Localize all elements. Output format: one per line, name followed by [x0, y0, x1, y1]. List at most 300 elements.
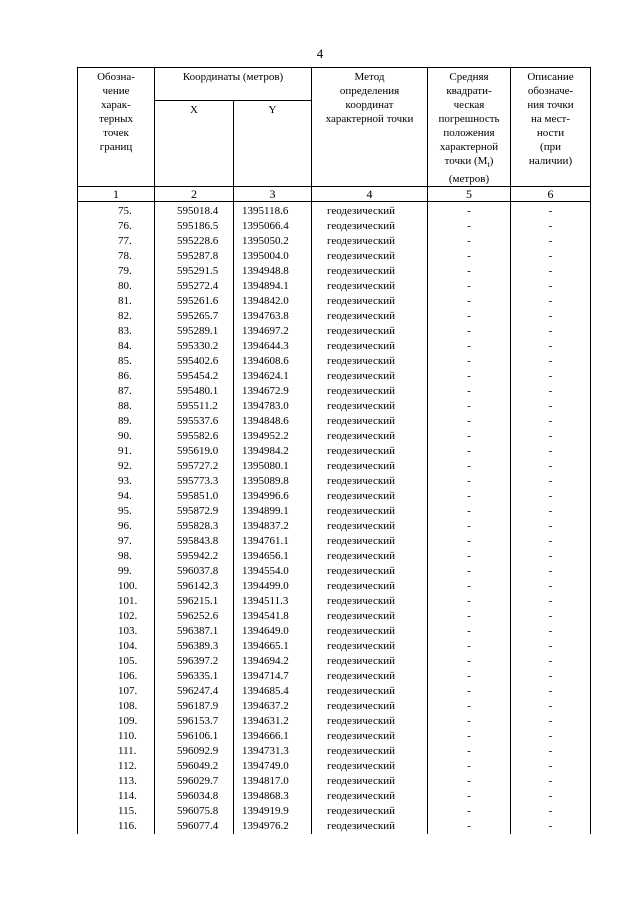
coord-x: 595619.0 — [155, 444, 234, 459]
description: - — [511, 774, 591, 789]
table-row — [78, 202, 591, 220]
description: - — [511, 354, 591, 369]
point-number: 93. — [78, 474, 155, 489]
mean-error: - — [428, 354, 511, 369]
description: - — [511, 309, 591, 324]
header-col4-line: координат — [345, 99, 394, 111]
mean-error: - — [428, 474, 511, 489]
point-number: 88. — [78, 399, 155, 414]
header-col1-line: харак- — [101, 99, 131, 111]
table-row — [78, 504, 591, 519]
point-number: 90. — [78, 429, 155, 444]
method: геодезический — [312, 354, 428, 369]
point-number: 75. — [78, 202, 155, 220]
mean-error: - — [428, 774, 511, 789]
mean-error: - — [428, 669, 511, 684]
coord-y: 1394848.6 — [234, 414, 312, 429]
mean-error: - — [428, 429, 511, 444]
point-number: 108. — [78, 699, 155, 714]
column-number: 3 — [234, 187, 312, 202]
coord-x: 596037.8 — [155, 564, 234, 579]
mean-error: - — [428, 249, 511, 264]
coord-x: 595773.3 — [155, 474, 234, 489]
point-number: 112. — [78, 759, 155, 774]
mean-error: - — [428, 264, 511, 279]
method: геодезический — [312, 549, 428, 564]
mean-error: - — [428, 654, 511, 669]
coord-x: 595828.3 — [155, 519, 234, 534]
coord-x: 595511.2 — [155, 399, 234, 414]
mean-error: - — [428, 294, 511, 309]
header-col6-line: Описание — [527, 71, 574, 83]
header-point-designation — [78, 68, 155, 187]
table-row — [78, 594, 591, 609]
point-number: 105. — [78, 654, 155, 669]
mean-error: - — [428, 639, 511, 654]
method: геодезический — [312, 729, 428, 744]
mean-error: - — [428, 384, 511, 399]
description: - — [511, 219, 591, 234]
coord-y: 1395080.1 — [234, 459, 312, 474]
coord-y: 1394976.2 — [234, 819, 312, 834]
method: геодезический — [312, 384, 428, 399]
coord-y: 1394685.4 — [234, 684, 312, 699]
coord-y: 1394984.2 — [234, 444, 312, 459]
coord-x: 595018.4 — [155, 202, 234, 220]
table-row — [78, 744, 591, 759]
method: геодезический — [312, 744, 428, 759]
description: - — [511, 564, 591, 579]
description: - — [511, 819, 591, 834]
table-row — [78, 624, 591, 639]
header-col6-line: обозначе- — [527, 85, 574, 97]
method: геодезический — [312, 294, 428, 309]
point-number: 79. — [78, 264, 155, 279]
point-number: 94. — [78, 489, 155, 504]
coord-x: 596029.7 — [155, 774, 234, 789]
coord-x: 595261.6 — [155, 294, 234, 309]
header-col6-line: (при — [540, 141, 561, 153]
method: геодезический — [312, 219, 428, 234]
table-row — [78, 219, 591, 234]
method: геодезический — [312, 264, 428, 279]
table-row — [78, 729, 591, 744]
table-row — [78, 414, 591, 429]
point-number: 87. — [78, 384, 155, 399]
point-number: 84. — [78, 339, 155, 354]
mean-error: - — [428, 202, 511, 220]
description: - — [511, 534, 591, 549]
coord-x: 596106.1 — [155, 729, 234, 744]
point-number: 106. — [78, 669, 155, 684]
mean-error: - — [428, 459, 511, 474]
point-number: 111. — [78, 744, 155, 759]
point-number: 104. — [78, 639, 155, 654]
coord-y: 1394761.1 — [234, 534, 312, 549]
method: геодезический — [312, 369, 428, 384]
coord-x: 595727.2 — [155, 459, 234, 474]
header-col5-line: характерной — [439, 141, 499, 153]
point-number: 78. — [78, 249, 155, 264]
header-col5-line: погрешность — [438, 113, 500, 125]
point-number: 115. — [78, 804, 155, 819]
coord-y: 1394631.2 — [234, 714, 312, 729]
coord-y: 1394731.3 — [234, 744, 312, 759]
header-col1-line: Обозна- — [97, 71, 135, 83]
description: - — [511, 639, 591, 654]
header-description — [511, 68, 591, 187]
coord-x: 595291.5 — [155, 264, 234, 279]
coord-y: 1395066.4 — [234, 219, 312, 234]
description: - — [511, 684, 591, 699]
table-row — [78, 234, 591, 249]
coordinates-table — [77, 67, 591, 834]
point-number: 99. — [78, 564, 155, 579]
description: - — [511, 369, 591, 384]
coord-y: 1394697.2 — [234, 324, 312, 339]
table-row — [78, 249, 591, 264]
method: геодезический — [312, 399, 428, 414]
coord-x: 596142.3 — [155, 579, 234, 594]
description: - — [511, 654, 591, 669]
coord-x: 595480.1 — [155, 384, 234, 399]
header-col4-line: определения — [339, 85, 400, 97]
method: геодезический — [312, 564, 428, 579]
coord-x: 596077.4 — [155, 819, 234, 834]
table-row — [78, 609, 591, 624]
point-number: 107. — [78, 684, 155, 699]
description: - — [511, 669, 591, 684]
coord-x: 595330.2 — [155, 339, 234, 354]
header-col6-line: ния точки — [527, 99, 574, 111]
table-row — [78, 819, 591, 834]
header-col4-line: Метод — [354, 71, 385, 83]
coord-x: 595228.6 — [155, 234, 234, 249]
coord-y: 1394666.1 — [234, 729, 312, 744]
coord-y: 1394554.0 — [234, 564, 312, 579]
point-number: 110. — [78, 729, 155, 744]
mean-error: - — [428, 399, 511, 414]
coord-x: 595843.8 — [155, 534, 234, 549]
coord-x: 595537.6 — [155, 414, 234, 429]
coord-y: 1395118.6 — [234, 202, 312, 220]
table-row — [78, 774, 591, 789]
coord-y: 1394637.2 — [234, 699, 312, 714]
mean-error: - — [428, 414, 511, 429]
header-mean-error — [428, 68, 511, 187]
coord-x: 595289.1 — [155, 324, 234, 339]
method: геодезический — [312, 669, 428, 684]
coord-y: 1394608.6 — [234, 354, 312, 369]
coord-x: 596049.2 — [155, 759, 234, 774]
table-row — [78, 489, 591, 504]
header-col4-line: характерной точки — [325, 113, 414, 125]
coord-y: 1394672.9 — [234, 384, 312, 399]
coord-x: 596075.8 — [155, 804, 234, 819]
coord-x: 596187.9 — [155, 699, 234, 714]
header-col1-line: точек — [103, 127, 129, 139]
header-col5-tail: ) — [489, 155, 494, 167]
coord-y: 1394656.1 — [234, 549, 312, 564]
method: геодезический — [312, 429, 428, 444]
header-col5-subscript: t — [487, 160, 490, 170]
method: геодезический — [312, 234, 428, 249]
table-row — [78, 699, 591, 714]
point-number: 96. — [78, 519, 155, 534]
table-row — [78, 309, 591, 324]
description: - — [511, 399, 591, 414]
mean-error: - — [428, 564, 511, 579]
description: - — [511, 594, 591, 609]
table-row — [78, 459, 591, 474]
coord-y: 1395004.0 — [234, 249, 312, 264]
description: - — [511, 489, 591, 504]
coord-x: 595872.9 — [155, 504, 234, 519]
coord-x: 595454.2 — [155, 369, 234, 384]
point-number: 116. — [78, 819, 155, 834]
mean-error: - — [428, 579, 511, 594]
description: - — [511, 504, 591, 519]
description: - — [511, 549, 591, 564]
method: геодезический — [312, 339, 428, 354]
header-col5-text: точки (M — [444, 155, 488, 167]
mean-error: - — [428, 489, 511, 504]
method: геодезический — [312, 534, 428, 549]
column-number-row — [78, 187, 591, 202]
coord-y: 1394837.2 — [234, 519, 312, 534]
table-row — [78, 549, 591, 564]
description: - — [511, 759, 591, 774]
header-col1-line: границ — [99, 141, 133, 153]
header-coordinates-group: Координаты (метров) — [155, 68, 312, 101]
point-number: 114. — [78, 789, 155, 804]
header-method — [312, 68, 428, 187]
description: - — [511, 714, 591, 729]
coord-y: 1394899.1 — [234, 504, 312, 519]
mean-error: - — [428, 759, 511, 774]
mean-error: - — [428, 324, 511, 339]
method: геодезический — [312, 684, 428, 699]
description: - — [511, 579, 591, 594]
description: - — [511, 414, 591, 429]
table-row — [78, 279, 591, 294]
coord-x: 595272.4 — [155, 279, 234, 294]
table-row — [78, 759, 591, 774]
coord-x: 595402.6 — [155, 354, 234, 369]
method: геодезический — [312, 324, 428, 339]
point-number: 109. — [78, 714, 155, 729]
table-row — [78, 714, 591, 729]
method: геодезический — [312, 624, 428, 639]
method: геодезический — [312, 489, 428, 504]
method: геодезический — [312, 804, 428, 819]
table-row — [78, 639, 591, 654]
description: - — [511, 519, 591, 534]
mean-error: - — [428, 279, 511, 294]
description: - — [511, 249, 591, 264]
table-row — [78, 264, 591, 279]
mean-error: - — [428, 504, 511, 519]
coord-x: 596247.4 — [155, 684, 234, 699]
method: геодезический — [312, 654, 428, 669]
coord-x: 596389.3 — [155, 639, 234, 654]
table-row — [78, 324, 591, 339]
description: - — [511, 699, 591, 714]
header-col6-line: на мест- — [531, 113, 570, 125]
coord-y: 1394894.1 — [234, 279, 312, 294]
mean-error: - — [428, 339, 511, 354]
table-row — [78, 444, 591, 459]
table-row — [78, 789, 591, 804]
point-number: 77. — [78, 234, 155, 249]
point-number: 83. — [78, 324, 155, 339]
coord-x: 595265.7 — [155, 309, 234, 324]
table-body — [78, 202, 591, 835]
description: - — [511, 234, 591, 249]
coord-y: 1394541.8 — [234, 609, 312, 624]
coord-y: 1394763.8 — [234, 309, 312, 324]
point-number: 97. — [78, 534, 155, 549]
table-row — [78, 534, 591, 549]
mean-error: - — [428, 609, 511, 624]
coord-x: 595287.8 — [155, 249, 234, 264]
coord-y: 1394919.9 — [234, 804, 312, 819]
method: геодезический — [312, 202, 428, 220]
header-col5-line: квадрати- — [446, 85, 492, 97]
coord-x: 595851.0 — [155, 489, 234, 504]
coord-x: 596252.6 — [155, 609, 234, 624]
header-col5-line: положения — [443, 127, 495, 139]
table-row — [78, 669, 591, 684]
mean-error: - — [428, 714, 511, 729]
coord-x: 596092.9 — [155, 744, 234, 759]
description: - — [511, 744, 591, 759]
coord-y: 1394952.2 — [234, 429, 312, 444]
column-number: 5 — [428, 187, 511, 202]
method: геодезический — [312, 279, 428, 294]
mean-error: - — [428, 684, 511, 699]
table-row — [78, 474, 591, 489]
coord-y: 1394649.0 — [234, 624, 312, 639]
mean-error: - — [428, 219, 511, 234]
table-row — [78, 294, 591, 309]
point-number: 100. — [78, 579, 155, 594]
method: геодезический — [312, 414, 428, 429]
coord-y: 1394665.1 — [234, 639, 312, 654]
table-row — [78, 564, 591, 579]
description: - — [511, 294, 591, 309]
point-number: 92. — [78, 459, 155, 474]
coord-y: 1394624.1 — [234, 369, 312, 384]
header-col6-line: ности — [536, 127, 565, 139]
coord-y: 1395089.8 — [234, 474, 312, 489]
point-number: 76. — [78, 219, 155, 234]
header-col1-line: чение — [102, 85, 130, 97]
mean-error: - — [428, 744, 511, 759]
table-row — [78, 384, 591, 399]
description: - — [511, 789, 591, 804]
method: геодезический — [312, 459, 428, 474]
method: геодезический — [312, 579, 428, 594]
table-row — [78, 654, 591, 669]
description: - — [511, 339, 591, 354]
coord-y: 1394511.3 — [234, 594, 312, 609]
mean-error: - — [428, 624, 511, 639]
method: геодезический — [312, 609, 428, 624]
point-number: 95. — [78, 504, 155, 519]
coord-y: 1394817.0 — [234, 774, 312, 789]
description: - — [511, 324, 591, 339]
point-number: 101. — [78, 594, 155, 609]
coord-y: 1394749.0 — [234, 759, 312, 774]
coord-x: 595942.2 — [155, 549, 234, 564]
method: геодезический — [312, 594, 428, 609]
description: - — [511, 202, 591, 220]
method: геодезический — [312, 639, 428, 654]
description: - — [511, 384, 591, 399]
description: - — [511, 444, 591, 459]
page-number: 4 — [316, 46, 324, 61]
method: геодезический — [312, 819, 428, 834]
header-col6-line: наличии) — [528, 155, 573, 167]
coord-y: 1394868.3 — [234, 789, 312, 804]
coord-y: 1394644.3 — [234, 339, 312, 354]
mean-error: - — [428, 534, 511, 549]
method: геодезический — [312, 249, 428, 264]
mean-error: - — [428, 789, 511, 804]
coord-x: 596335.1 — [155, 669, 234, 684]
table-row — [78, 684, 591, 699]
mean-error: - — [428, 519, 511, 534]
mean-error: - — [428, 804, 511, 819]
point-number: 98. — [78, 549, 155, 564]
mean-error: - — [428, 369, 511, 384]
point-number: 86. — [78, 369, 155, 384]
table-row — [78, 804, 591, 819]
method: геодезический — [312, 519, 428, 534]
mean-error: - — [428, 729, 511, 744]
table-row — [78, 399, 591, 414]
method: геодезический — [312, 759, 428, 774]
table-row — [78, 519, 591, 534]
coord-y: 1394996.6 — [234, 489, 312, 504]
method: геодезический — [312, 474, 428, 489]
column-number: 6 — [511, 187, 591, 202]
mean-error: - — [428, 309, 511, 324]
coord-x: 596397.2 — [155, 654, 234, 669]
coord-x: 596387.1 — [155, 624, 234, 639]
header-y: Y — [234, 101, 312, 187]
header-col5-line: (метров) — [448, 173, 490, 186]
header-x: X — [155, 101, 234, 187]
description: - — [511, 474, 591, 489]
header-col1-line: терных — [99, 113, 133, 125]
coord-x: 595186.5 — [155, 219, 234, 234]
point-number: 113. — [78, 774, 155, 789]
description: - — [511, 459, 591, 474]
description: - — [511, 624, 591, 639]
description: - — [511, 804, 591, 819]
mean-error: - — [428, 234, 511, 249]
mean-error: - — [428, 699, 511, 714]
method: геодезический — [312, 309, 428, 324]
column-number: 4 — [312, 187, 428, 202]
description: - — [511, 279, 591, 294]
description: - — [511, 264, 591, 279]
point-number: 91. — [78, 444, 155, 459]
description: - — [511, 729, 591, 744]
method: геодезический — [312, 789, 428, 804]
